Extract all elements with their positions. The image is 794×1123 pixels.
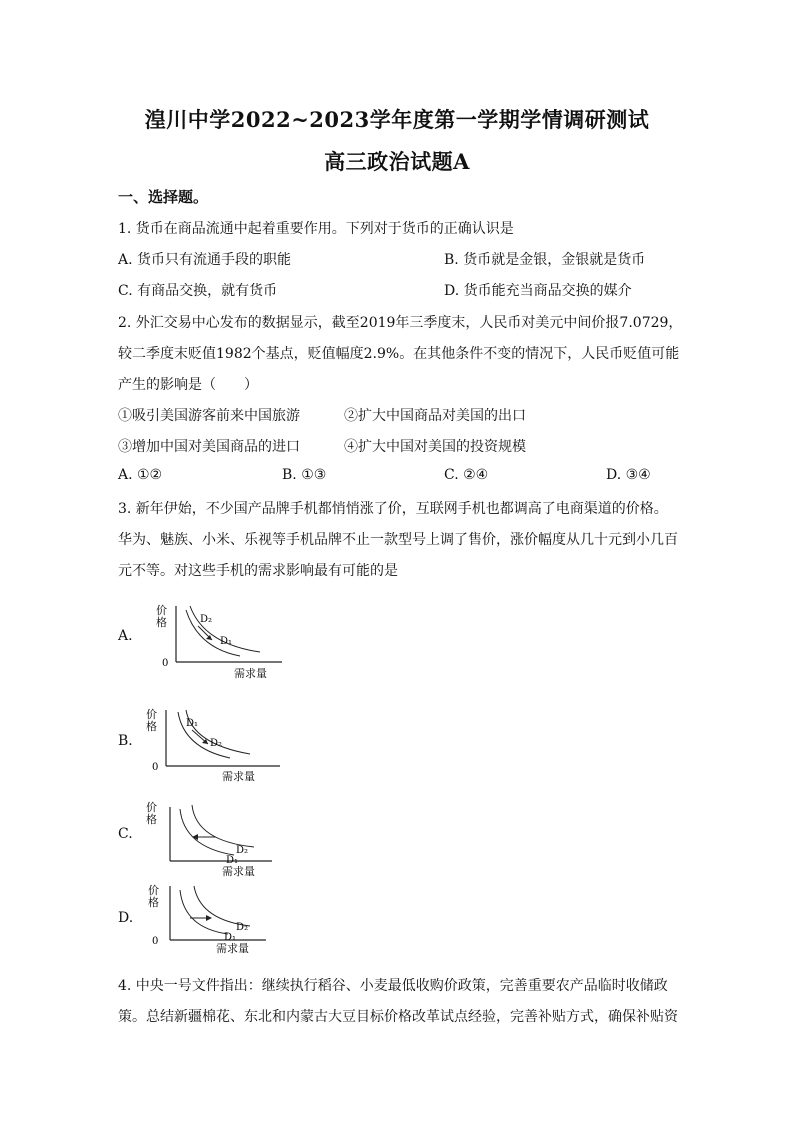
figure-c-ylabel-2: 格	[146, 813, 157, 826]
q2-option-d: D. ③④	[606, 467, 651, 483]
figure-a-ylabel-2: 格	[156, 616, 167, 629]
q2-item-3: ③增加中国对美国商品的进口	[118, 439, 300, 455]
figure-c-label: C.	[118, 826, 133, 842]
figure-a	[150, 600, 290, 682]
q2-item-4: ④扩大中国对美国的投资规模	[344, 439, 526, 455]
figure-c-xlabel: 需求量	[222, 865, 255, 878]
figure-a-curve-label-2: D₁	[220, 636, 233, 647]
q3-stem-line-2: 华为、魅族、小米、乐视等手机品牌不止一款型号上调了售价，涨价幅度从几十元到小几百	[118, 532, 678, 548]
q3-stem-line-3: 元不等。对这些手机的需求影响最有可能的是	[118, 563, 398, 579]
q2-option-b: B. ①③	[282, 467, 327, 483]
q1-option-b: B. 货币就是金银，金银就是货币	[444, 252, 646, 268]
q2-stem-line-1: 2. 外汇交易中心发布的数据显示，截至2019年三季度末，人民币对美元中间价报7.0729，	[118, 315, 683, 331]
q2-item-2: ②扩大中国商品对美国的出口	[344, 408, 526, 424]
q4-stem-line-1: 4. 中央一号文件指出：继续执行稻谷、小麦最低收购价政策，完善重要农产品临时收储政	[118, 978, 668, 994]
figure-a-label: A.	[118, 628, 133, 644]
figure-a-ylabel-1: 价	[156, 604, 167, 617]
q3-stem-line-1: 3. 新年伊始，不少国产品牌手机都悄悄涨了价，互联网手机也都调高了电商渠道的价格。	[118, 501, 668, 517]
figure-b-ylabel-1: 价	[146, 708, 157, 721]
figure-d-xlabel: 需求量	[216, 942, 249, 955]
q1-option-a: A. 货币只有流通手段的职能	[118, 252, 292, 268]
figure-b	[146, 704, 290, 786]
q4-stem-line-2: 策。总结新疆棉花、东北和内蒙古大豆目标价格改革试点经验，完善补贴方式，确保补贴资	[118, 1009, 678, 1025]
figure-b-ylabel-2: 格	[146, 720, 157, 733]
figure-a-curve-label-1: D₂	[200, 614, 213, 625]
figure-b-xlabel: 需求量	[222, 770, 255, 783]
q1-stem: 1. 货币在商品流通中起着重要作用。下列对于货币的正确认识是	[118, 221, 514, 237]
page-subtitle: 高三政治试题A	[324, 149, 470, 174]
figure-d-curve-label-1: D₂	[236, 922, 249, 933]
figure-d-curve-d2	[194, 886, 250, 926]
figure-a-xlabel: 需求量	[234, 667, 267, 680]
figure-a-curve-d2	[186, 610, 240, 656]
figure-c-curve-label-1: D₂	[236, 845, 249, 856]
figure-a-origin: 0	[162, 658, 169, 669]
figure-b-curve-label-2: D₂	[210, 738, 223, 749]
figure-d-ylabel-2: 格	[148, 896, 159, 909]
figure-c-curve-d2	[192, 805, 254, 847]
q1-option-d: D. 货币能充当商品交换的媒介	[444, 283, 632, 299]
q2-option-a: A. ①②	[118, 467, 163, 483]
figure-c-curve-label-2: D₁	[226, 855, 239, 866]
figure-d	[150, 880, 290, 960]
q2-option-c: C. ②④	[444, 467, 489, 483]
figure-d-curve-label-2: D₁	[224, 932, 237, 943]
figure-b-origin: 0	[152, 762, 159, 773]
figure-d-label: D.	[118, 910, 134, 926]
section-heading: 一、选择题。	[118, 188, 209, 206]
figure-c-ylabel-1: 价	[146, 801, 157, 814]
q2-item-1: ①吸引美国游客前来中国旅游	[118, 408, 300, 424]
q2-stem-line-3: 产生的影响是（ ）	[118, 377, 258, 393]
figure-d-ylabel-1: 价	[148, 884, 159, 897]
figure-b-curve-label-1: D₁	[186, 718, 199, 729]
figure-d-origin: 0	[152, 936, 159, 947]
q1-option-c: C. 有商品交换，就有货币	[118, 283, 278, 299]
page-title: 湟川中学2022~2023学年度第一学期学情调研测试	[144, 107, 650, 132]
figure-d-curve-d1	[180, 890, 228, 934]
q2-stem-line-2: 较二季度末贬值1982个基点，贬值幅度2.9%。在其他条件不变的情况下，人民币贬值可能	[118, 346, 680, 362]
figure-b-label: B.	[118, 733, 133, 749]
figure-c	[146, 797, 290, 881]
